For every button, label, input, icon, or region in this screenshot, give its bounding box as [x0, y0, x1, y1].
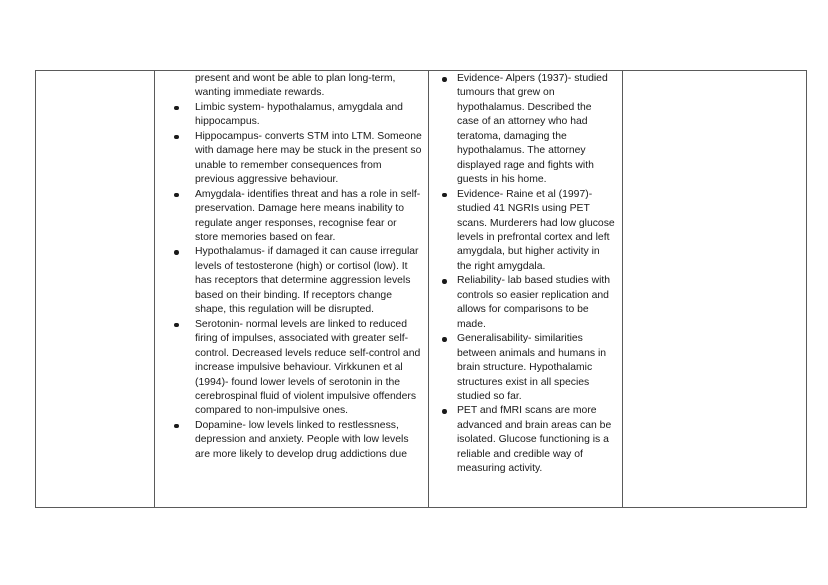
evaluation-bullet-list: [457, 72, 616, 477]
list-item: Hypothalamus- if damaged it can cause irregular levels of testosterone (high) or cortisol (low). It has receptors that determine aggression levels based on their binding. If receptors change shape, this regulation will be disrupted.: [195, 245, 422, 317]
bullet-icon: [174, 106, 179, 111]
list-item: Limbic system- hypothalamus, amygdala and hippocampus.: [195, 101, 422, 130]
bullet-icon: [442, 337, 447, 342]
list-item: Generalisability- similarities between animals and humans in brain structure. Hypothalamic structures exist in all species studied so far.: [457, 332, 616, 404]
list-item: Amygdala- identifies threat and has a role in self-preservation. Damage here means inability to regulate anger responses, recognise fear or store memories based on fear.: [195, 188, 422, 246]
notes-table: [35, 70, 807, 508]
bullet-icon: [442, 279, 447, 284]
continuation-text: present and wont be able to plan long-term, wanting immediate rewards.: [195, 73, 396, 99]
empty-cell-left: [36, 71, 155, 508]
list-item: PET and fMRI scans are more advanced and brain areas can be isolated. Glucose functioning is a reliable and credible way of measuring activity.: [457, 404, 616, 476]
bullet-icon: [442, 77, 447, 82]
list-item: Reliability- lab based studies with controls so easier replication and allows for comparisons to be made.: [457, 274, 616, 332]
evaluation-cell: [429, 71, 623, 508]
bullet-icon: [174, 424, 179, 429]
bullet-icon: [174, 193, 179, 198]
list-item: Evidence- Alpers (1937)- studied tumours that grew on hypothalamus. Described the case of an attorney who had teratoma, damaging the hypothalamus. The attorney displayed rage and fights with guests in his home.: [457, 72, 616, 188]
biological-explanations-cell: [155, 71, 429, 508]
bullet-icon: [174, 323, 179, 328]
bullet-icon: [174, 135, 179, 140]
table-row: [36, 71, 807, 508]
bullet-icon: [442, 193, 447, 198]
list-item: Serotonin- normal levels are linked to reduced firing of impulses, associated with greater self-control. Decreased levels reduce self-control and increase impulsive behaviour. Virkkunen et al (1994)- found lower levels of serotonin in the cerebrospinal fluid of violent impulsive offenders compared to non-impulsive ones.: [195, 318, 422, 419]
list-item: Evidence- Raine et al (1997)- studied 41 NGRIs using PET scans. Murderers had low glucose levels in prefrontal cortex and left amygdala, but higher activity in the right amygdala.: [457, 188, 616, 275]
empty-cell-right: [623, 71, 807, 508]
bullet-icon: [442, 409, 447, 414]
bullet-icon: [174, 250, 179, 255]
list-item: Hippocampus- converts STM into LTM. Someone with damage here may be stuck in the present so unable to remember consequences from previous aggressive behaviour.: [195, 130, 422, 188]
list-item: Dopamine- low levels linked to restlessness, depression and anxiety. People with low levels are more likely to develop drug addictions due: [195, 419, 422, 462]
explanation-bullet-list: [195, 101, 422, 462]
